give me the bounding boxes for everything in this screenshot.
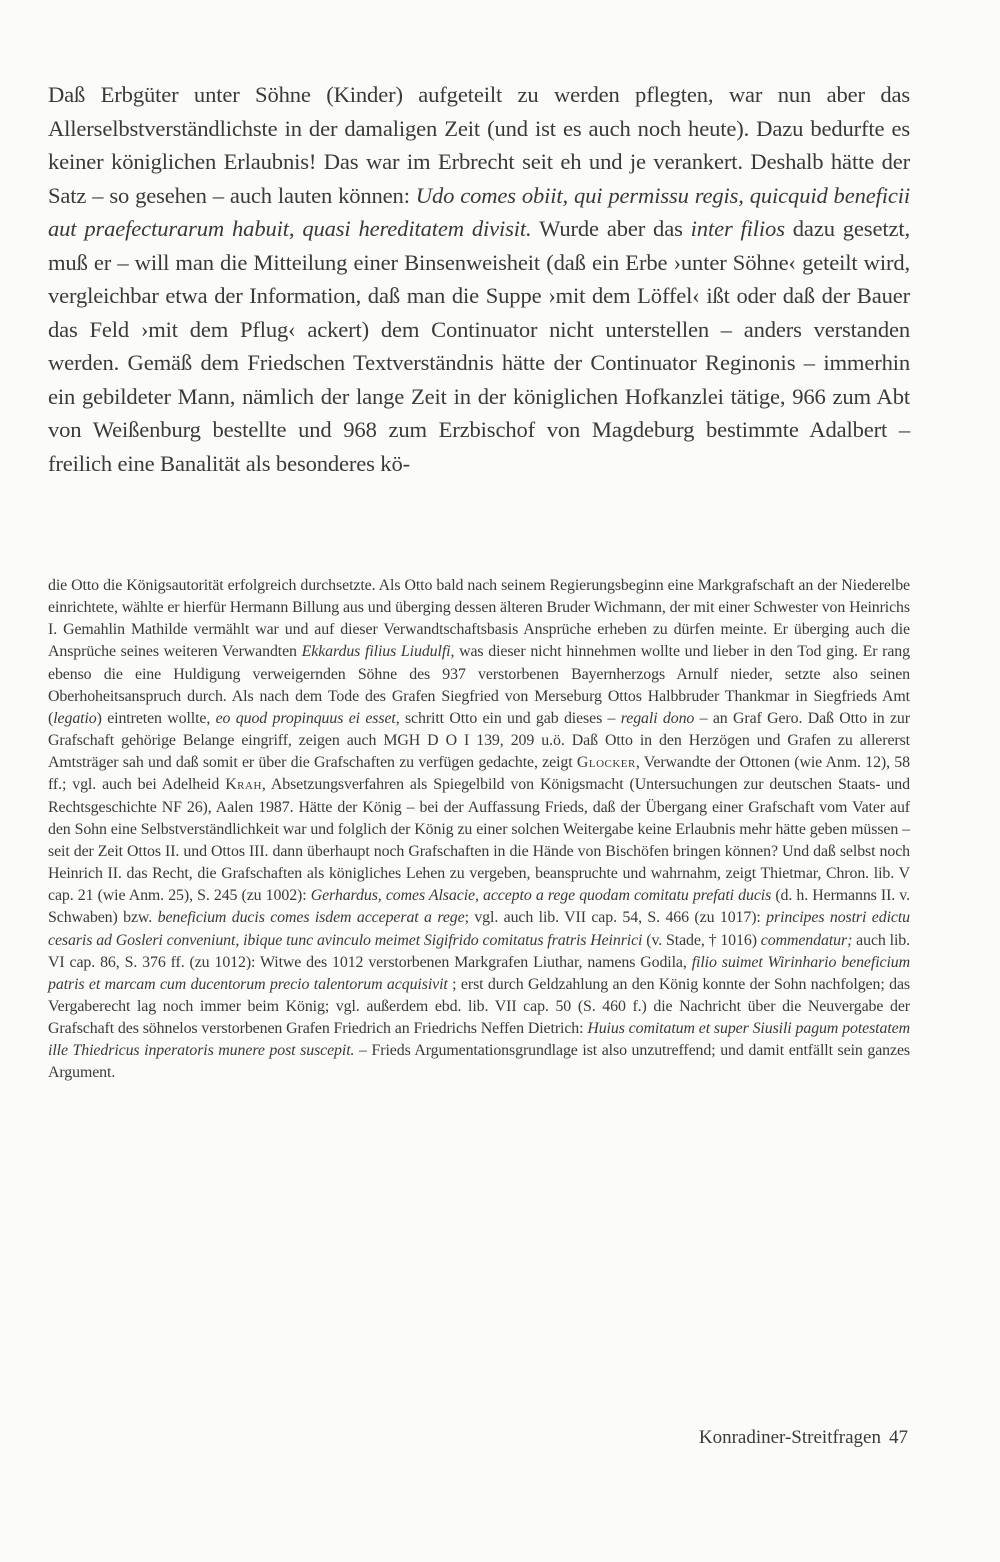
text-run: , Absetzungsverfahren als Spiegelbild von Königsmacht (Untersuchungen zur deutschen Staats- und Rechtsgeschichte NF 26), Aalen 1987. Hätte der König – bei der Auffassung Frieds, daß der Übergang einer Grafschaft vom Vater auf den Sohn eine Selbstverständlichkeit war und folglich der König zu einer solchen Weitergabe keine Erlaubnis mehr hätte geben müssen – seit der Zeit Ottos II. und Ottos III. dann überhaupt noch Grafschaften in die Hände von Bischöfen bringen können? Und daß selbst noch Heinrich II. das Recht, die Grafschaften als königliches Lehen zu vergeben, beanspruchte und wahrnahm, zeigt Thietmar, Chron. lib. V cap. 21 (wie Anm. 25), S. 245 (zu 1002): xyxy=(48,776,910,905)
page-number: 47 xyxy=(889,1427,908,1448)
text-run: Daß Erbgüter unter Söhne (Kinder) aufgeteilt zu werden pflegten, war nun aber das Allerselbstverständlichste in der damaligen Zeit (und ist es auch noch heute). Dazu bedurfte es keiner königlichen Erlaubnis! Das war im Erbrecht seit eh und je verankert. Deshalb hätte der Satz – so gesehen – auch lauten können: xyxy=(48,82,910,208)
text-run: auch lib. VI cap. 86, S. 376 ff. (zu 1012): Witwe des 1012 verstorbenen Markgrafen Liuthar, namens Godila, xyxy=(48,931,910,971)
latin-term: legatio xyxy=(53,709,97,727)
main-paragraph xyxy=(48,78,910,480)
text-run: – Frieds Argumentationsgrundlage ist also unzutreffend; und damit entfällt sein ganzes Argument. xyxy=(48,1042,910,1082)
latin-quote: regali dono xyxy=(620,709,695,727)
latin-quote: beneficium ducis comes isdem acceperat a rege xyxy=(157,909,465,927)
footnote-block xyxy=(48,575,910,1085)
author-name: Glocker xyxy=(576,754,636,772)
text-run: ) eintreten wollte, xyxy=(96,709,216,727)
text-run: (v. Stade, † 1016) xyxy=(642,931,761,949)
latin-term: inter filios xyxy=(690,216,785,241)
text-run: die Otto die Königsautorität erfolgreich durchsetzte. Als Otto bald nach seinem Regierungsbeginn eine Markgrafschaft an der Niederelbe einrichtete, wählte er hierfür Hermann Billung aus und überging dessen älteren Bruder Wichmann, der mit einer Schwester von Heinrichs I. Gemahlin Mathilde vermählt war und auf dieser Verwandtschaftsbasis Ansprüche erheben zu dürfen meinte. Er überging auch die Ansprüche seines weiteren Verwandten xyxy=(48,577,910,661)
latin-quote: Udo comes obiit, qui permissu regis, quicquid beneficii aut praefecturarum habuit, quasi hereditatem divisit. xyxy=(48,182,910,241)
running-title: Konradiner-Streitfragen xyxy=(698,1427,881,1448)
author-name: Krah xyxy=(225,776,262,794)
latin-quote: filio suimet Wirinhario beneficium patris et marcam cum ducentorum precio talentorum acquisivit xyxy=(48,953,910,993)
text-run: ; erst durch Geldzahlung an den König konnte der Sohn nachfolgen; das Vergaberecht lag noch immer beim König; vgl. außerdem ebd. lib. VII cap. 50 (S. 460 f.) die Nachricht über die Neuvergabe der Grafschaft des söhnelos verstorbenen Grafen Friedrich an Friedrichs Neffen Dietrich: xyxy=(48,975,910,1038)
latin-quote: Gerhardus, comes Alsacie, accepto a rege quodam comitatu prefati ducis xyxy=(310,887,772,905)
text-run: , was dieser nicht hinnehmen wollte und lieber in den Tod ging. Er rang ebenso die eine Huldigung verweigernden Söhne des 937 verstorbenen Bayernherzogs Arnulf nieder, setzte also seinen Oberhoheitsanspruch durch. Als nach dem Tode des Grafen Siegfried von Merseburg Ottos Halbbruder Thankmar in Siegfrieds Amt ( xyxy=(48,643,910,727)
text-run: (d. h. Hermanns II. v. Schwaben) bzw. xyxy=(48,887,910,927)
footnote-paragraph xyxy=(48,575,910,1085)
text-run: – an Graf Gero. Daß Otto in zur Grafschaft gehörige Belange eingriff, zeigen auch MGH D O I 139, 209 u.ö. Daß Otto in den Herzögen und Grafen zu allererst Amtsträger sah und daß somit er über die Grafschaften zu verfügen gedachte, zeigt xyxy=(48,709,910,772)
latin-quote: commendatur; xyxy=(760,931,853,949)
text-run: ; vgl. auch lib. VII cap. 54, S. 466 (zu 1017): xyxy=(464,909,767,927)
text-run: dazu gesetzt, muß er – will man die Mitteilung einer Binsenweisheit (daß ein Erbe ›unter Söhne‹ geteilt wird, vergleichbar etwa der Information, daß man die Suppe ›mit dem Löffel‹ ißt oder daß der Bauer das Feld ›mit dem Pflug‹ ackert) dem Continuator nicht unterstellen – anders verstanden werden. Gemäß dem Friedschen Textverständnis hätte der Continuator Reginonis – immerhin ein gebildeter Mann, nämlich der lange Zeit in der königlichen Hofkanzlei tätige, 966 zum Abt von Weißenburg bestellte und 968 zum Erzbischof von Magdeburg bestimmte Adalbert – freilich eine Banalität als besonderes kö- xyxy=(48,216,910,476)
latin-name: Ekkardus filius Liudulfi xyxy=(301,643,451,661)
latin-quote: eo quod propinquus ei esset xyxy=(215,709,396,727)
text-run: Wurde aber das xyxy=(531,216,691,241)
main-text xyxy=(48,78,910,480)
text-run: , schritt Otto ein und gab dieses – xyxy=(395,709,621,727)
text-run: , Verwandte der Ottonen (wie Anm. 12), 58 ff.; vgl. auch bei Adelheid xyxy=(48,754,911,794)
latin-quote: principes nostri edictu cesaris ad Gosleri conveniunt, ibique tunc avinculo meimet Sigifrido comitatus fratris Heinrici xyxy=(48,909,910,949)
page-footer xyxy=(699,1426,908,1450)
latin-quote: Huius comitatum et super Siusili pagum potestatem ille Thiedricus inperatoris munere post suscepit. xyxy=(48,1020,910,1060)
